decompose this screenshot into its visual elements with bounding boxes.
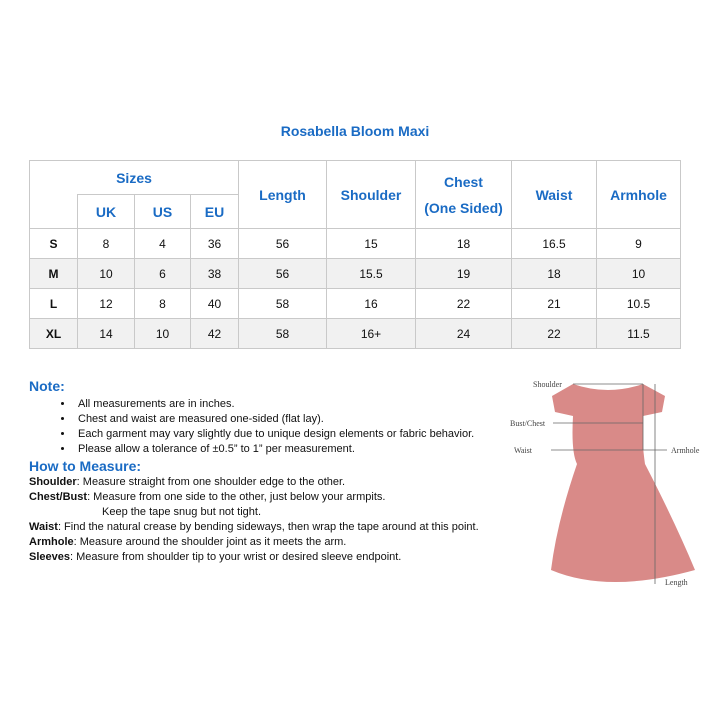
how-shoulder <box>29 475 529 490</box>
armhole-header: Armhole <box>597 161 681 229</box>
sizes-header: Sizes <box>30 161 239 195</box>
cell-armhole: 10 <box>597 259 681 289</box>
cell-armhole: 9 <box>597 229 681 259</box>
table-header-row <box>30 161 681 195</box>
how-chest <box>29 490 529 505</box>
cell-us: 10 <box>135 319 191 349</box>
cell-size: XL <box>30 319 78 349</box>
note-list <box>29 397 529 457</box>
us-header: US <box>135 195 191 229</box>
cell-eu: 42 <box>191 319 239 349</box>
cell-waist: 18 <box>512 259 597 289</box>
table-row <box>30 289 681 319</box>
cell-size: S <box>30 229 78 259</box>
eu-header: EU <box>191 195 239 229</box>
cell-us: 4 <box>135 229 191 259</box>
how-waist-label: Waist <box>29 521 58 533</box>
note-item: • Each garment may vary slightly due to unique design elements or fabric behavior. <box>74 427 529 442</box>
how-shoulder-text: : Measure straight from one shoulder edge to the other. <box>76 476 346 488</box>
chest-header-line2: (One Sided) <box>424 199 503 216</box>
diagram-label-bust: Bust/Chest <box>510 419 546 428</box>
how-armhole-label: Armhole <box>29 536 74 548</box>
how-waist <box>29 520 529 535</box>
cell-waist: 16.5 <box>512 229 597 259</box>
cell-eu: 40 <box>191 289 239 319</box>
diagram-label-armhole: Armhole <box>671 446 700 455</box>
cell-length: 58 <box>239 319 327 349</box>
dress-measurement-diagram <box>505 372 710 592</box>
cell-chest: 22 <box>416 289 512 319</box>
how-armhole <box>29 535 529 550</box>
cell-us: 6 <box>135 259 191 289</box>
cell-size: M <box>30 259 78 289</box>
cell-uk: 8 <box>78 229 135 259</box>
waist-header: Waist <box>512 161 597 229</box>
how-sleeves <box>29 550 529 565</box>
uk-header: UK <box>78 195 135 229</box>
length-header: Length <box>239 161 327 229</box>
how-armhole-text: : Measure around the shoulder joint as it meets the arm. <box>73 536 347 548</box>
cell-chest: 24 <box>416 319 512 349</box>
note-item: • Please allow a tolerance of ±0.5” to 1” per measurement. <box>74 442 529 457</box>
cell-eu: 36 <box>191 229 239 259</box>
cell-uk: 10 <box>78 259 135 289</box>
chest-header <box>416 161 512 229</box>
diagram-label-waist: Waist <box>514 446 533 455</box>
how-sleeves-text: : Measure from shoulder tip to your wrist or desired sleeve endpoint. <box>69 551 402 563</box>
cell-shoulder: 15 <box>327 229 416 259</box>
chest-header-line1: Chest <box>444 173 483 190</box>
cell-armhole: 10.5 <box>597 289 681 319</box>
how-chest-label: Chest/Bust <box>29 491 88 503</box>
note-item: • All measurements are in inches. <box>74 397 529 412</box>
how-sleeves-label: Sleeves <box>29 551 70 563</box>
cell-length: 56 <box>239 229 327 259</box>
how-shoulder-label: Shoulder <box>29 476 77 488</box>
how-waist-text: : Find the natural crease by bending sideways, then wrap the tape around at this point. <box>57 521 479 533</box>
diagram-label-length: Length <box>665 578 688 587</box>
cell-uk: 14 <box>78 319 135 349</box>
dress-illustration <box>551 384 695 582</box>
table-row <box>30 319 681 349</box>
cell-waist: 22 <box>512 319 597 349</box>
how-chest-text: : Measure from one side to the other, just below your armpits. <box>87 491 386 503</box>
cell-chest: 19 <box>416 259 512 289</box>
page-title: Rosabella Bloom Maxi <box>280 123 430 139</box>
cell-uk: 12 <box>78 289 135 319</box>
blank-header-cell <box>30 195 78 229</box>
cell-eu: 38 <box>191 259 239 289</box>
cell-size: L <box>30 289 78 319</box>
notes-section <box>29 377 529 565</box>
size-chart-table <box>29 160 681 349</box>
cell-us: 8 <box>135 289 191 319</box>
how-chest-text2: Keep the tape snug but not tight. <box>102 506 262 518</box>
table-row <box>30 259 681 289</box>
note-heading: Note: <box>29 378 65 394</box>
how-to-list <box>29 475 529 565</box>
cell-waist: 21 <box>512 289 597 319</box>
cell-shoulder: 16+ <box>327 319 416 349</box>
cell-length: 58 <box>239 289 327 319</box>
table-row <box>30 229 681 259</box>
cell-shoulder: 15.5 <box>327 259 416 289</box>
cell-length: 56 <box>239 259 327 289</box>
cell-shoulder: 16 <box>327 289 416 319</box>
shoulder-header: Shoulder <box>327 161 416 229</box>
how-to-heading: How to Measure: <box>29 458 142 474</box>
cell-armhole: 11.5 <box>597 319 681 349</box>
cell-chest: 18 <box>416 229 512 259</box>
diagram-label-shoulder: Shoulder <box>533 380 562 389</box>
note-item: • Chest and waist are measured one-sided (flat lay). <box>74 412 529 427</box>
